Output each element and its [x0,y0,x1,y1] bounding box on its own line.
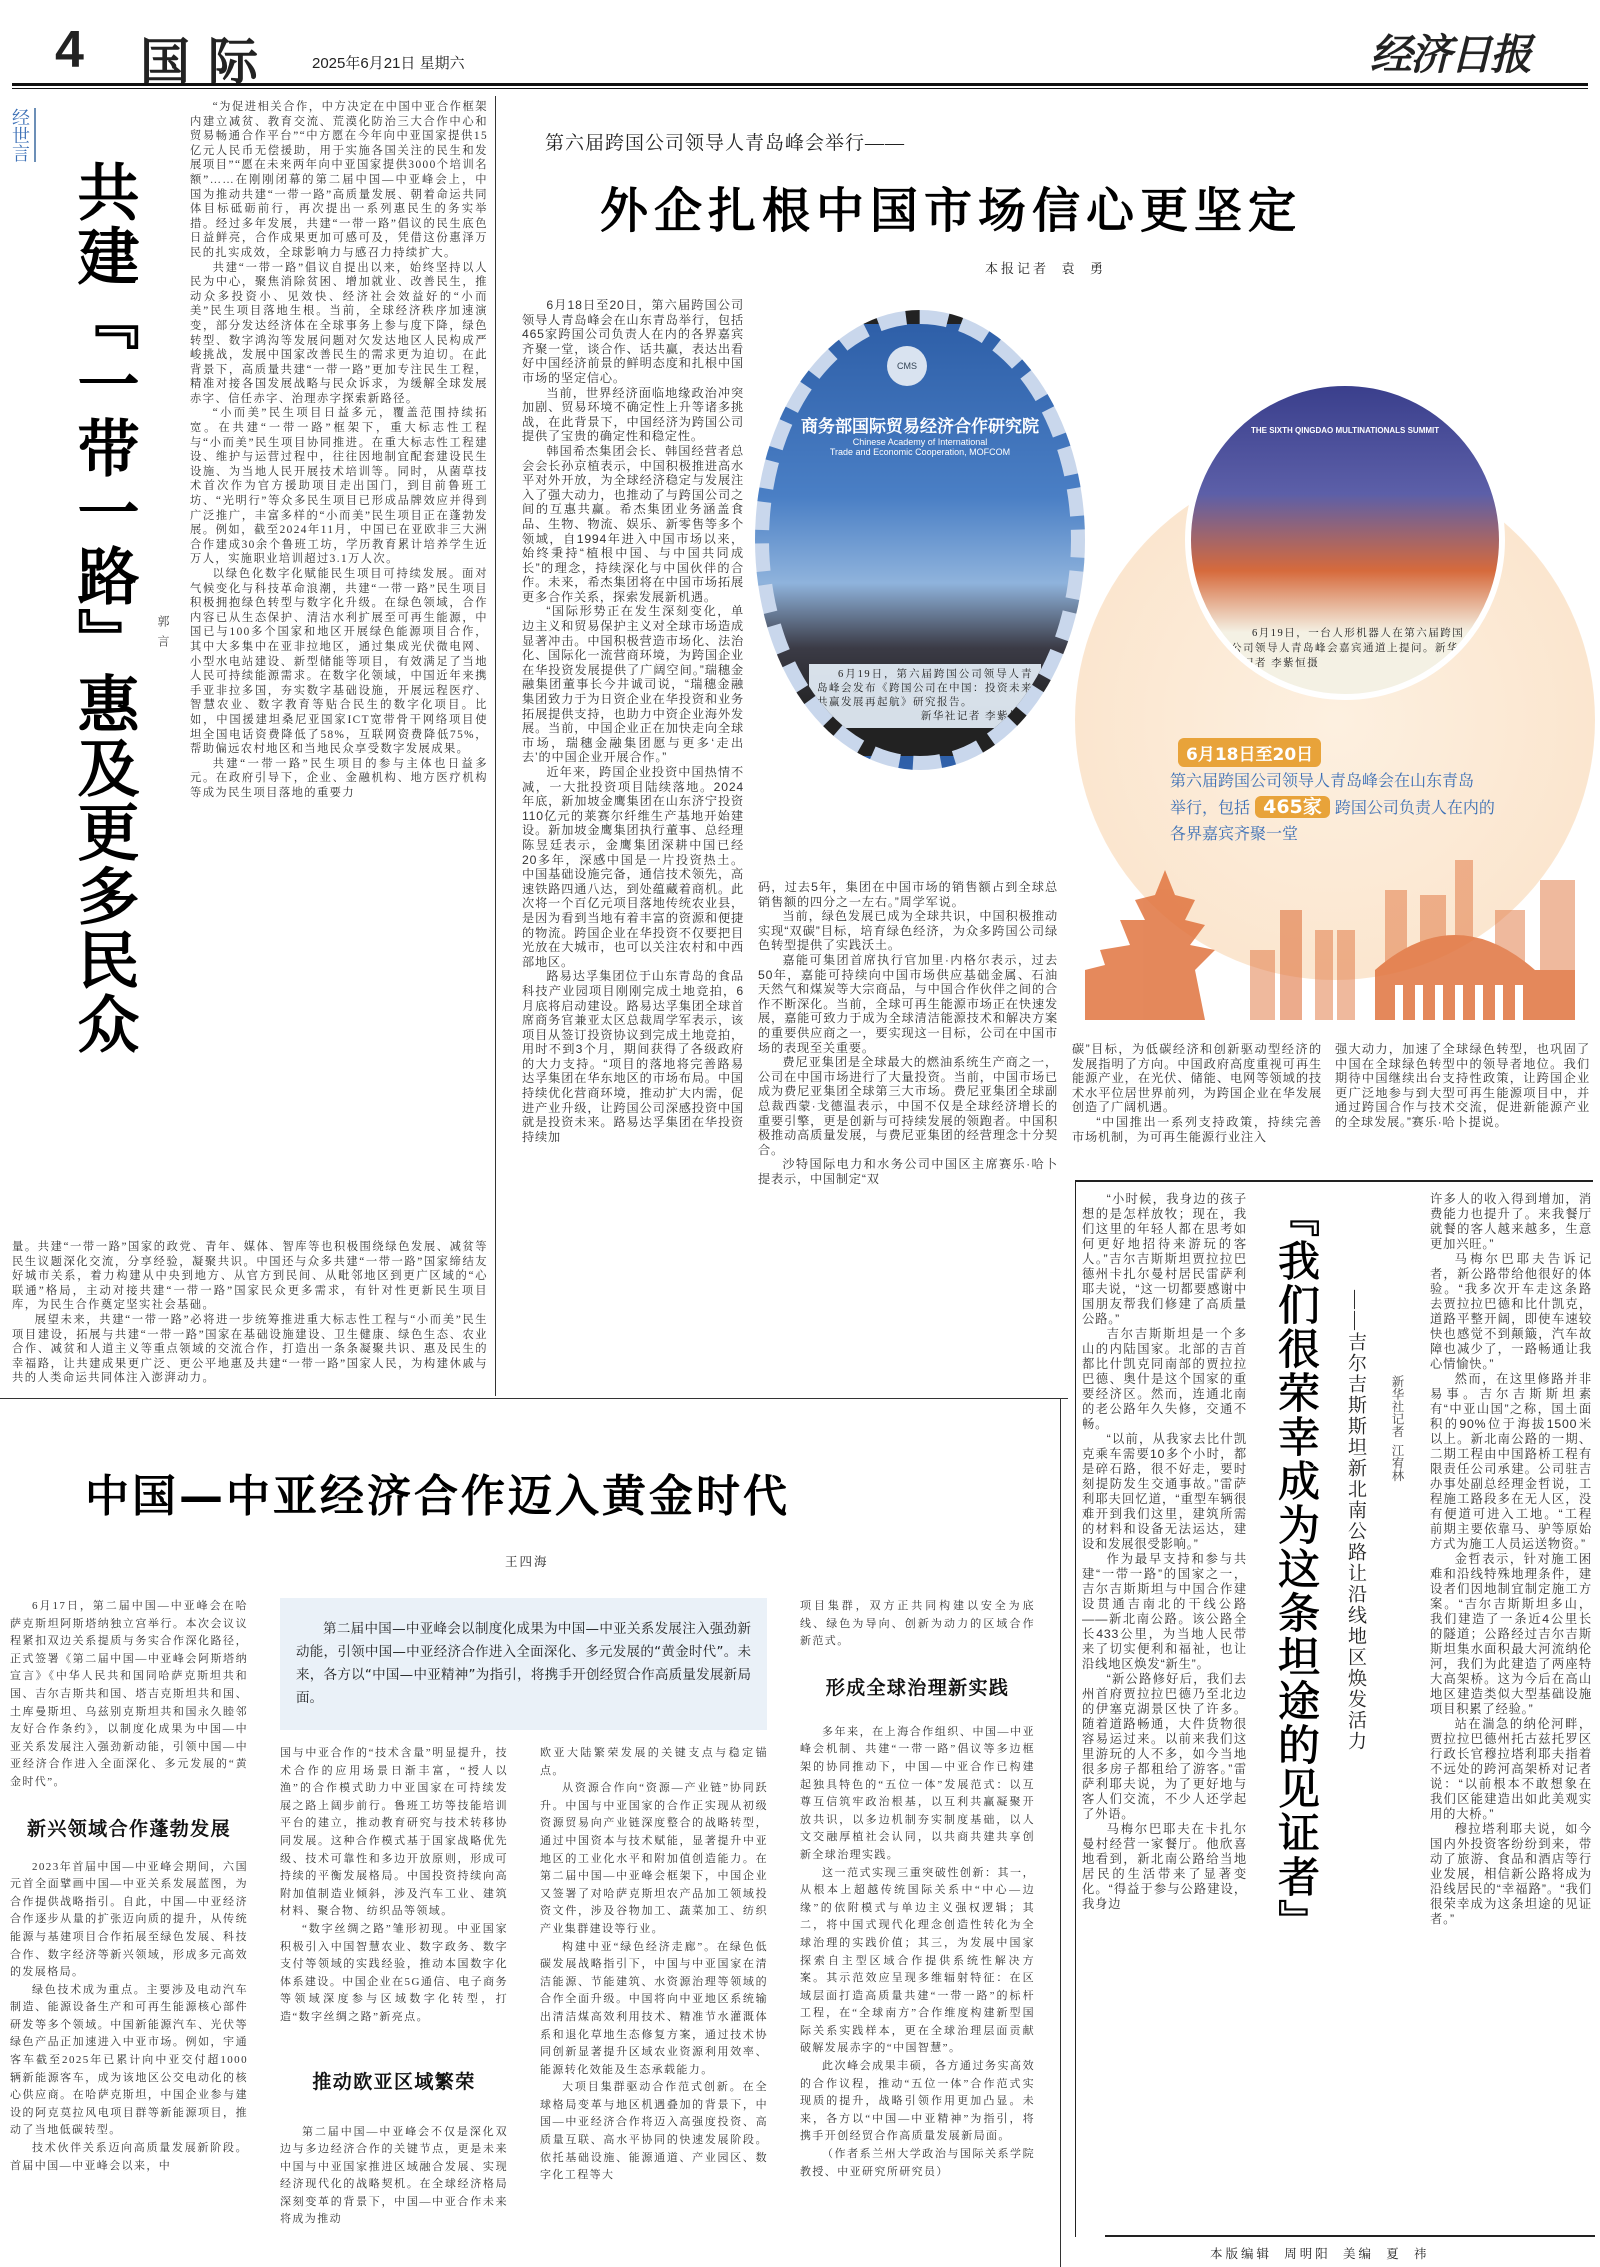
paragraph: 构建中亚“绿色经济走廊”。在绿色低碳发展战略指引下，中国与中亚国家在清洁能源、节能建筑、水资源治理等领域的合作全面升级。中国将向中亚地区系统输出清洁煤高效利用技术、精准节水灌溉体系和退化草地生态修复方案，通过技术协同创新显著提升区域农业资源利用效率、能源转化效能及生态承载能力。 [540,1940,768,2076]
paragraph: 金哲表示，针对施工困难和沿线特殊地理条件，建设者们因地制宜制定施工方案。“吉尔吉斯斯坦多山，我们建造了一条近4公里长的隧道；公路经过吉尔吉斯斯坦集水面积最大河流纳伦河，我们为此建造了两座特大高架桥。这为今后在高山地区建造类似大型基础设施项目积累了经验。” [1430,1552,1592,1716]
paragraph: 穆拉塔利耶夫说，如今国内外投资客纷纷到来，带动了旅游、食品和酒店等行业发展，相信新公路将成为沿线居民的“幸福路”。“我们很荣幸成为这条坦途的见证者。” [1430,1822,1592,1926]
photo-caption: 6月19日，一台人形机器人在第六届跨国公司领导人青岛峰会嘉宾通道上提问。新华社记者 李紫恒摄 [1231,628,1465,669]
paragraph: 此次峰会成果丰硕，各方通过务实高效的合作议程，推动“五位一体”合作范式实现质的提升，战略引领作用更加凸显。未来，各方以“中国—中亚精神”为指引，将携手开创经贸合作高质量发展新局面。 [800,2060,1035,2143]
interview-column-1 [1082,1192,1247,2102]
paragraph: 量。共建“一带一路”国家的政党、青年、媒体、智库等也积极围绕绿色发展、减贫等民生议题深化交流，分享经验，凝聚共识。中国还与众多共建“一带一路”国家缔结友好城市关系，着力构建从中央到地方、从官方到民间、从毗邻地区到更广区域的“心联通”格局，主动对接共建“一带一路”国家民众更多需求，有针对性更新民生项目库，为民生合作奠定坚实社会基础。 [12,1241,488,1312]
paragraph: 共建“一带一路”倡议自提出以来，始终坚持以人民为中心，聚焦消除贫困、增加就业、改善民生，推动众多投资小、见效快、经济社会效益好的“小而美”民生项目落地生根。当前，全球经济秩序加速演变，部分发达经济体在全球事务上参与度下降，绿色转型、数字鸿沟等发展问题对欠发达地区人民构成严峻挑战，发展中国家改善民生的需求更为迫切。在此背景下，高质量共建“一带一路”更加专注民生工程，精准对接各国发展战略与民众诉求，为缓解全球发展赤字、信任赤字、治理赤字探索新路径。 [190,261,488,405]
paragraph: 多年来，在上海合作组织、中国—中亚峰会机制、共建“一带一路”倡议等多边框架的协同推动下，中国—中亚合作已构建起独具特色的“五位一体”发展范式：以互尊互信筑牢政治根基，以互利共赢凝聚开放共识，以多边机制夯实制度基础，以人文交融厚植社会认同，以共商共建共享创新全球治理实践。 [800,1725,1035,1861]
column-tag-label: 经世言 [9,108,30,162]
paragraph: 码，过去5年，集团在中国市场的销售额占到全球总销售额的四分之一左右。”周学军说。 [758,880,1058,909]
paragraph: 2023年首届中国—中亚峰会期间，六国元首全面擘画中国—中亚关系发展蓝图，为合作提供战略指引。自此，中国—中亚经济合作逐步从量的扩张迈向质的提升，从传统能源与基建项目合作拓展至绿色发展、科技合作、数字经济等新兴领域，形成多元高效的发展格局。 [10,1860,248,1979]
column-divider [1060,1398,1061,2267]
stage-sign-en: Trade and Economic Cooperation, MOFCOM [829,447,1011,457]
interview-title: 『我们很荣幸成为这条坦途的见证者』 [1272,1195,1321,1943]
lead-summary: 第二届中国—中亚峰会以制度化成果为中国—中亚关系发展注入强劲新动能，引领中国—中亚经济合作进入全面深化、多元发展的“黄金时代”。未来，各方以“中国—中亚精神”为指引，将携手开创经贸合作高质量发展新局面。 [296,1621,751,1706]
paragraph: 当前，世界经济面临地缘政治冲突加剧、贸易环境不确定性上升等诸多挑战，在此背景下，中国经济为跨国公司提供了宝贵的确定性和稳定性。 [522,385,744,444]
paragraph: 韩国希杰集团会长、韩国经营者总会会长孙京植表示，中国积极推进高水平对外开放，为全球经济稳定与发展注入了强大动力，也推动了与跨国公司之间的互惠共赢。希杰集团业务涵盖食品、生物、物流、娱乐、新零售等多个领域，自1994年进入中国市场以来，始终秉持“植根中国、与中国共同成长”的理念，持续深化与中国伙伴的合作。未来，希杰集团将在中国市场拓展更多合作关系，探索发展新机遇。 [522,443,744,604]
stage-sign-cn: 商务部国际贸易经济合作研究院 [801,417,1039,437]
paragraph: “小时候，我身边的孩子想的是怎样放牧；现在，我们这里的年轻人都在思考如何更好地招待来游玩的客人。”吉尔吉斯斯坦贾拉拉巴德州卡扎尔曼村居民雷萨利耶夫说，“这一切都要感谢中国朋友帮我们修建了高质量公路。” [1082,1192,1247,1326]
paragraph: 这一范式实现三重突破性创新：其一，从根本上超越传统国际关系中“中心—边缘”的依附模式与单边主义强权逻辑；其二，将中国式现代化理念创造性转化为全球治理的实践价值；其三，为发展中国家探索自主型区域合作提供系统性解决方案。其示范效应呈现多维辐射特征：在区域层面打造高质量共建“一带一路”的标杆工程，在“全球南方”合作维度构建新型国际关系实践样本，更在全球治理层面贡献破解发展赤字的“中国智慧”。 [800,1866,1035,2055]
author-note: （作者系兰州大学政治与国际关系学院教授、中亚研究所研究员） [800,2148,1035,2178]
paragraph: 6月17日，第二届中国—中亚峰会在哈萨克斯坦阿斯塔纳独立宫举行。本次会议议程紧扣双边关系提质与务实合作深化路径，正式签署《第二届中国—中亚峰会阿斯塔纳宣言》《中华人民共和国同哈萨克斯坦共和国、吉尔吉斯共和国、塔吉克斯坦共和国、土库曼斯坦、乌兹别克斯坦共和国永久睦邻友好合作条约》，以制度化成果为中国—中亚关系发展注入强劲新动能，引领中国—中亚经济合作进入全面深化、多元发展的“黄金时代”。 [10,1600,248,1788]
paragraph: 绿色技术成为重点。主要涉及电动汽车制造、能源设备生产和可再生能源核心部件研发等多个领域。中国新能源汽车、光伏等绿色产品正加速进入中亚市场。例如，宇通客车截至2025年已累计向中亚交付超1000辆新能源客车，成为该地区公交电动化的核心供应商。在哈萨克斯坦，中国企业参与建设的阿克莫拉风电项目群等新能源项目，推动了当地低碳转型。 [10,1983,248,2137]
stage-sign-en: Chinese Academy of International [852,437,988,447]
footer-rule [1105,2235,1595,2237]
caption-text: 6月19日，第六届跨国公司领导人青岛峰会发布《跨国公司在中国：投资未来共赢发展再起航》研究报告。 [817,669,1033,708]
bottom-column-3 [540,1745,768,2267]
lead-summary-box [280,1598,767,1730]
bottom-column-2 [280,1745,508,2267]
bottom-article-byline: 王四海 [505,1555,549,1569]
infographic-line: 各界嘉宾齐聚一堂 [1170,824,1299,843]
paragraph: 展望未来，共建“一带一路”必将进一步统筹推进重大标志性工程与“小而美”民生项目建设，拓展与共建“一带一路”国家在基础设施建设、卫生健康、绿色生态、农业合作、减贫和人道主义等重点领域的交流合作，打造出一条条凝聚共识、惠及民生的幸福路，让共建成果更广泛、更公平地惠及共建“一带一路”国家人民，为构建休戚与共的人类命运共同体注入澎湃动力。 [12,1313,488,1385]
paragraph: 以绿色化数字化赋能民生项目可持续发展。面对气候变化与科技革命浪潮，共建“一带一路”民生项目积极拥抱绿色转型与数字化升级。在绿色领域，合作内容已从生态保护、清洁水利扩展至可再生能源，中国已与100多个国家和地区开展绿色能源项目合作，其中大多集中在亚非拉地区，通过集成光伏微电网、小型水电站建设、新型储能等项目，有效满足了当地人民可持续能源需求。在数字化领域，中国近年来携手亚非拉多国，夯实数字基础设施，开展远程医疗、智慧农业、数字教育等贴合民生的数字化项目。比如，中国援建坦桑尼亚国家ICT宽带骨干网络项目使坦全国电话资费降低了58%，互联网资费降低75%，帮助偏远农村地区和当地民众享受数字发展成果。 [190,568,488,756]
date-badge: 6月18日至20日 [1178,738,1321,767]
interview-subtitle: ——吉尔吉斯斯坦新北南公路让沿线地区焕发活力 [1345,1290,1366,1752]
article-kicker: 第六届跨国公司领导人青岛峰会举行—— [545,133,906,154]
paragraph: “以前，从我家去比什凯克乘车需要10多个小时，都是碎石路，很不好走，要时刻提防发生交通事故。”雷萨利耶夫回忆道，“重型车辆很难开到我们这里，建筑所需的材料和设备无法运达，建设和发展很受影响。” [1082,1432,1247,1551]
article-column-3 [1072,1042,1322,1172]
paragraph: 马梅尔巴耶夫告诉记者，新公路带给他很好的体验。“我多次开车走这条路去贾拉拉巴德和比什凯克，道路平整开阔，即使车速较快也感觉不到颠簸，汽车故障也减少了，一路畅通让我心情愉快。” [1430,1252,1592,1371]
paragraph: “中国推出一系列支持政策，持续完善市场机制，为可再生能源行业注入 [1072,1114,1322,1144]
bottom-column-4 [800,1598,1035,2267]
section-heading: 推动欧亚区域繁荣 [312,2070,476,2093]
interview-byline: 新华社记者 江宥林 [1390,1375,1404,1482]
summit-banner-text: THE SIXTH QINGDAO MULTINATIONALS SUMMIT [1251,426,1440,435]
column-divider [0,1398,1068,1399]
photo-caption [809,664,1041,728]
photo-summit-report [755,310,1085,770]
article-title: 外企扎根中国市场信心更坚定 [600,183,1303,239]
paragraph: “数字丝绸之路”雏形初现。中亚国家积极引入中国智慧农业、数字政务、数字支付等领域的实践经验，推动本国数字化体系建设。中国企业在5G通信、电子商务等领域深度参与区域数字化转型，打造“数字丝绸之路”新亮点。 [280,1922,508,2023]
bottom-article-title: 中国—中亚经济合作迈入黄金时代 [85,1471,790,1522]
paragraph: 欧亚大陆繁荣发展的关键支点与稳定锚点。 [540,1747,768,1777]
photo-credit: 新华社记者 李紫恒摄 [920,711,1033,722]
paragraph: 近年来，跨国企业投资中国热情不减，一大批投资项目陆续落地。2024年底，新加坡金鹰集团在山东济宁投资110亿元的莱赛尔纤维生产基地开始建设。新加坡金鹰集团执行董事、总经理陈昱廷表示，金鹰集团深耕中国已经20多年，深感中国是一片投资热土。中国基础设施完备，通信技术领先，高速铁路四通八达，到处蕴藏着商机。此次将一个百亿元项目落地传统农业县，是因为看到当地有着丰富的资源和便捷的物流。跨国企业在华投资不仅要把目光放在大城市，也可以关注农村和中西部地区。 [522,765,744,969]
cms-logo: CMS [887,346,927,386]
section-title: 国际 [140,32,276,91]
commentary-body-wide [12,1240,488,1395]
issue-date: 2025年6月21日 星期六 [312,55,465,72]
paragraph: 强大动力，加速了全球绿色转型，也巩固了中国在全球绿色转型中的领导者地位。我们期待中国继续出台支持性政策，让跨国企业更广泛地参与到大型可再生能源项目中，并通过跨国合作与技术交流，促进新能源产业的全球发展。”赛乐·哈卜提说。 [1335,1042,1590,1129]
newspaper-logo: 经济日报 [1369,30,1530,79]
infographic-line: 跨国公司负责人在内的 [1334,798,1495,817]
stage-sign [769,412,1071,457]
paragraph: “为促进相关合作，中方决定在中国中亚合作框架内建立减贫、教育交流、荒漠化防治三大合作中心和贸易畅通合作平台”“中方愿在今年向中亚国家提供15亿元人民币无偿援助，用于实施各国关注的民生和发展项目”“愿在未来两年向中亚国家提供3000个培训名额”……在刚刚闭幕的第二届中国—中亚峰会上，中国为推动共建“一带一路”高质量发展、朝着命运共同体目标砥砺前行，再次提出一系列惠民生的务实举措。经过多年发展，共建“一带一路”倡议的民生底色日益鲜亮，合作成果更加可感可及，凭借这份惠泽万民的扎实成效，全球影响力与感召力持续扩大。 [190,101,488,259]
paragraph: 路易达孚集团位于山东青岛的食品科技产业园项目刚刚完成土地竞拍，6月底将启动建设。路易达孚集团全球首席商务官兼亚太区总裁周学军表示，该项目从签订投资协议到完成土地竞拍，用时不到3个月，期间获得了各级政府的大力支持。“项目的落地将完善路易达孚集团在华东地区的市场布局。中国持续优化营商环境，推动扩大内需，促进产业升级，让跨国公司深感投资中国就是投资未来。路易达孚集团在华投资持续加 [522,969,744,1144]
paragraph: 碳”目标，为低碳经济和创新驱动型经济的发展指明了方向。中国政府高度重视可再生能源产业，在光伏、储能、电网等领域的技术水平位居世界前列，为跨国企业在华发展创造了广阔机遇。 [1072,1042,1322,1115]
interview-column-2 [1430,1192,1592,2232]
infographic-text [1170,768,1590,847]
paragraph: 项目集群，双方正共同构建以安全为底线、绿色为导向、创新为动力的区域合作新范式。 [800,1600,1035,1648]
paragraph: 6月18日至20日，第六届跨国公司领导人青岛峰会在山东青岛举行，包括465家跨国公司负责人在内的各界嘉宾齐聚一堂，谈合作、话共赢，表达出看好中国经济前景的鲜明态度和扎根中国市场的坚定信心。 [522,298,744,385]
commentary-title: 共建『一带一路』惠及更多民众 [67,160,140,1056]
section-heading: 新兴领域合作蓬勃发展 [26,1817,231,1840]
infographic-line: 第六届跨国公司领导人青岛峰会在山东青岛 [1170,771,1475,790]
section-heading: 形成全球治理新实践 [825,1676,1010,1699]
paragraph: 国与中亚合作的“技术含量”明显提升，技术合作的应用场景日渐丰富，“授人以渔”的合作模式助力中亚国家在可持续发展之路上阔步前行。鲁班工坊等技能培训平台的建立，推动教育研究与技术转移协同发展。这种合作模式基于国家战略优先级、技术可靠性和多边开放原则，形成可持续的平衡发展格局。中国投资持续向高附加值制造业倾斜，涉及汽车工业、建筑材料、聚合物、纺织品等领域。 [280,1747,508,1918]
paragraph: 马梅尔巴耶夫在卡扎尔曼村经营一家餐厅。他欣喜地看到，新北南公路给当地居民的生活带来了显著变化。“得益于参与公路建设，我身边 [1082,1822,1247,1911]
count-badge: 465家 [1255,796,1330,818]
article-column-2 [758,880,1058,1395]
column-divider [495,96,496,1396]
article-column-1 [522,298,744,1398]
paragraph: 吉尔吉斯斯坦是一个多山的内陆国家。北部的吉首都比什凯克同南部的贾拉拉巴德、奥什是这个国家的重要经济区。然而，连通北南的老公路年久失修，交通不畅。 [1082,1327,1247,1431]
paragraph: 费尼亚集团是全球最大的燃油系统生产商之一，公司在中国市场进行了大量投资。当前，中国市场已成为费尼亚集团全球第三大市场。费尼亚集团全球副总裁西蒙·戈德温表示，中国不仅是全球经济增长的重要引擎，更是创新与可持续发展的领跑者。中国积极推动高质量发展，与费尼亚集团的经营理念十分契合。 [758,1055,1058,1157]
bottom-column-1 [10,1598,248,2267]
commentary-author: 郭言 [156,615,170,655]
paragraph: “小而美”民生项目日益多元，覆盖范围持续拓宽。在共建“一带一路”框架下，重大标志性工程与“小而美”民生项目协同推进。在重大标志性工程建设、维护与运营过程中，往往因地制宜配套建设民生设施、为当地人民开展技术培训等。同时，从菌草技术首次作为官方援助项目走出国门，到目前鲁班工坊、“光明行”等众多民生项目已形成品牌效应并得到广泛推广，丰富多样的“小而美”民生项目正在蓬勃发展。例如，截至2024年11月，中国已在亚欧非三大洲合作建成30余个鲁班工坊，学历教育累计培养学生近万人，实施职业培训超过3.1万人次。 [190,407,488,566]
paragraph: 作为最早支持和参与共建“一带一路”的国家之一，吉尔吉斯斯坦与中国合作建设贯通吉南北的干线公路——新北南公路。该公路全长433公里，为当地人民带来了切实便利和福祉，也让沿线地区焕发“新生”。 [1082,1552,1247,1671]
paragraph: 沙特国际电力和水务公司中国区主席赛乐·哈卜提表示，中国制定“双 [758,1157,1058,1186]
header-rule [12,83,1588,89]
paragraph: 当前，绿色发展已成为全球共识，中国积极推动实现“双碳”目标，培育绿色经济，为众多跨国公司绿色转型提供了实践沃土。 [758,909,1058,953]
paragraph: “新公路修好后，我们去州首府贾拉拉巴德乃至北边的伊塞克湖景区快了许多。随着道路畅通，大件货物很容易运过来。以前来我们这里游玩的人不多，如今当地很多房子都租给了游客。”雷萨利耶夫说，为了更好地与客人们交流，不少人还学起了外语。 [1082,1672,1247,1821]
paragraph: 站在湍急的纳伦河畔，贾拉拉巴德州托古兹托罗区行政长官穆拉塔利耶夫指着不远处的跨河高架桥对记者说：“以前根本不敢想象在我们区能建造出如此美观实用的大桥。” [1430,1717,1592,1821]
page-editors: 本版编辑 周明阳 美编 夏 祎 [1210,2247,1430,2261]
paragraph: 嘉能可集团首席执行官加里·内格尔表示，过去50年，嘉能可持续向中国市场供应基础金属、石油天然气和煤炭等大宗商品，与中国合作伙伴之间的合作不断深化。当前，全球可再生能源市场正在快速发展，嘉能可致力于成为全球清洁能源技术和解决方案的重要供应商之一，要实现这一目标，公司在中国市场的表现至关重要。 [758,952,1058,1055]
qingdao-skyline-illustration [1075,850,1595,1025]
infographic-line: 举行，包括 [1170,798,1251,817]
paragraph: 第二届中国—中亚峰会不仅是深化双边与多边经济合作的关键节点，更是未来中国与中亚国家推进区域融合发展、实现经济现代化的战略契机。在全球经济格局深刻变革的背景下，中国—中亚合作未来将成为推动 [280,2125,508,2226]
paragraph: 大项目集群驱动合作范式创新。在全球格局变革与地区机遇叠加的背景下，中国—中亚经济合作将迈入高强度投资、高质量互联、高水平协同的快速发展阶段。依托基础设施、能源通道、产业园区、数字化工程等大 [540,2081,768,2182]
paragraph: 许多人的收入得到增加，消费能力也提升了。来我餐厅就餐的客人越来越多，生意更加兴旺。” [1430,1192,1592,1251]
paragraph: 技术伙伴关系迈向高质量发展新阶段。首届中国—中亚峰会以来，中 [10,2142,248,2172]
paragraph: 共建“一带一路”民生项目的参与主体也日益多元。在政府引导下，企业、金融机构、地方医疗机构等成为民生项目落地的重要力 [190,757,488,799]
paragraph: 从资源合作向“资源—产业链”协同跃升。中国与中亚国家的合作正实现从初级资源贸易向产业链深度整合的战略转型，通过中国资本与技术赋能，显著提升中亚地区的工业化水平和附加值创造能力。在第二届中国—中亚峰会框架下，中国企业又签署了对哈萨克斯坦农产品加工领域投资文件，涉及谷物加工、蔬菜加工、纺织产业集群建设等行业。 [540,1782,768,1935]
paragraph: 然而，在这里修路并非易事。吉尔吉斯斯坦素有“中亚山国”之称，国土面积的90%位于海拔1500米以上。新北南公路的一期、二期工程由中国路桥工程有限责任公司承建。公司驻吉办事处副总经理金哲说，工程施工路段多在无人区，没有便道可进入工地。“工程前期主要依靠马、驴等原始方式为施工人员运送物资。” [1430,1372,1592,1551]
column-tag [9,108,36,162]
article-column-4 [1335,1042,1590,1172]
page-number: 4 [55,21,84,79]
commentary-body [190,100,488,1240]
article-byline: 本报记者 袁 勇 [985,261,1107,276]
photo-humanoid-robot [1185,380,1505,700]
paragraph: “国际形势正在发生深刻变化，单边主义和贸易保护主义对全球市场造成显著冲击。中国积极营造市场化、法治化、国际化一流营商环境，为跨国企业在华投资发展提供了广阔空间。”瑞穗金融集团董事长今井诚司说，“瑞穗金融集团致力于为日资企业在华投资和业务拓展提供支持，也助力中资企业海外发展。当前，中国企业正在加快走向全球市场，瑞穗金融集团愿与更多‘走出去’的中国企业开展合作。” [522,604,744,765]
